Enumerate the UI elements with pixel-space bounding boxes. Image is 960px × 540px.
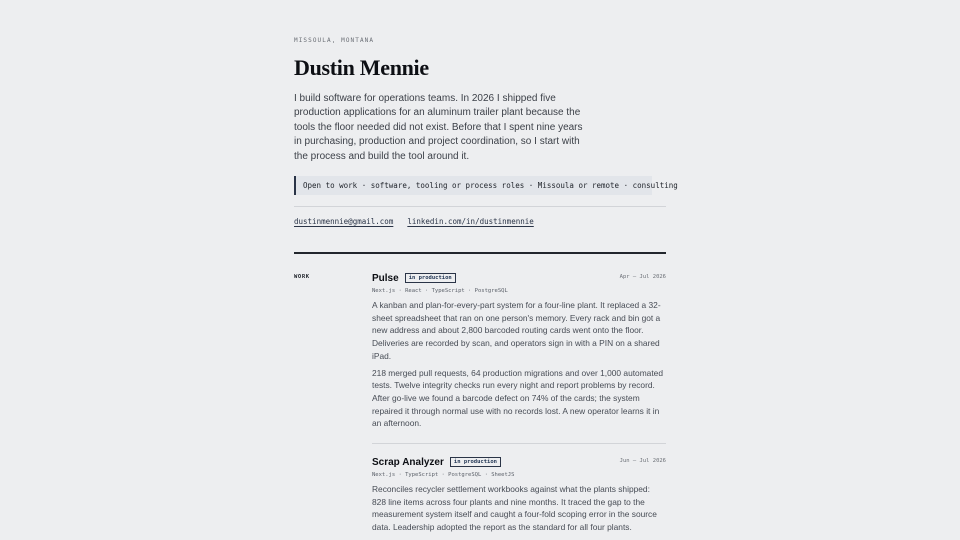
email-link[interactable]: dustinmennie@gmail.com [294, 217, 394, 226]
project-title: Pulse [372, 272, 399, 284]
tech-stack: Next.js · React · TypeScript · PostgreSQL [372, 288, 508, 294]
project-description: A kanban and plan-for-every-part system for a four-line plant. It replaced a 32-sheet spreadsheet that ran on one person's memory. Every rack and bin got a new address and about 2,800 barcoded routing cards went onto the floor. Deliveries are recorded by scan, and operators sign in with a PIN on a shared iPad. [372, 300, 661, 361]
section-divider [294, 252, 666, 254]
location-label: MISSOULA, MONTANA [294, 37, 375, 44]
intro-paragraph: I build software for operations teams. In 2026 I shipped five production applications for an aluminum trailer plant because the tools the floor needed did not exist. Before that I spent nine years in purchasing, production and project coordination, so I start with the process and build the tool around it. [294, 93, 583, 162]
status-badge: in production [450, 457, 501, 467]
project-divider [372, 443, 666, 444]
page-title: Dustin Mennie [294, 55, 429, 80]
project-card-pulse [372, 271, 666, 430]
project-dates: Apr – Jul 2026 [619, 274, 666, 280]
availability-callout: Open to work · software, tooling or process roles · Missoula or remote · consulting [294, 176, 652, 195]
project-description: Reconciles recycler settlement workbooks against what the plants shipped: 828 line items across four plants and nine months. It traced the gap to the measurement system itself and caught a four-fold scoping error in the source data. Leadership adopted the report as the standard for all four plants. [372, 484, 657, 533]
project-title: Scrap Analyzer [372, 456, 444, 468]
project-header [372, 271, 666, 285]
linkedin-link[interactable]: linkedin.com/in/dustinmennie [407, 217, 534, 226]
project-card-scrap-analyzer [372, 455, 666, 534]
divider [294, 206, 666, 207]
project-results: 218 merged pull requests, 64 production migrations and over 1,000 automated tests. Twelve integrity checks run every night and report problems by record. After go-live we found a barcode defect on 74% of the cards; the system repaired it through normal use with no records lost. A new operator learns it in an afternoon. [372, 367, 663, 429]
section-label-work: WORK [294, 274, 310, 280]
status-badge: in production [405, 273, 456, 283]
project-header [372, 455, 666, 469]
project-dates: Jun – Jul 2026 [619, 458, 666, 464]
tech-stack: Next.js · TypeScript · PostgreSQL · SheetJS [372, 472, 515, 478]
contact-links [294, 217, 534, 226]
